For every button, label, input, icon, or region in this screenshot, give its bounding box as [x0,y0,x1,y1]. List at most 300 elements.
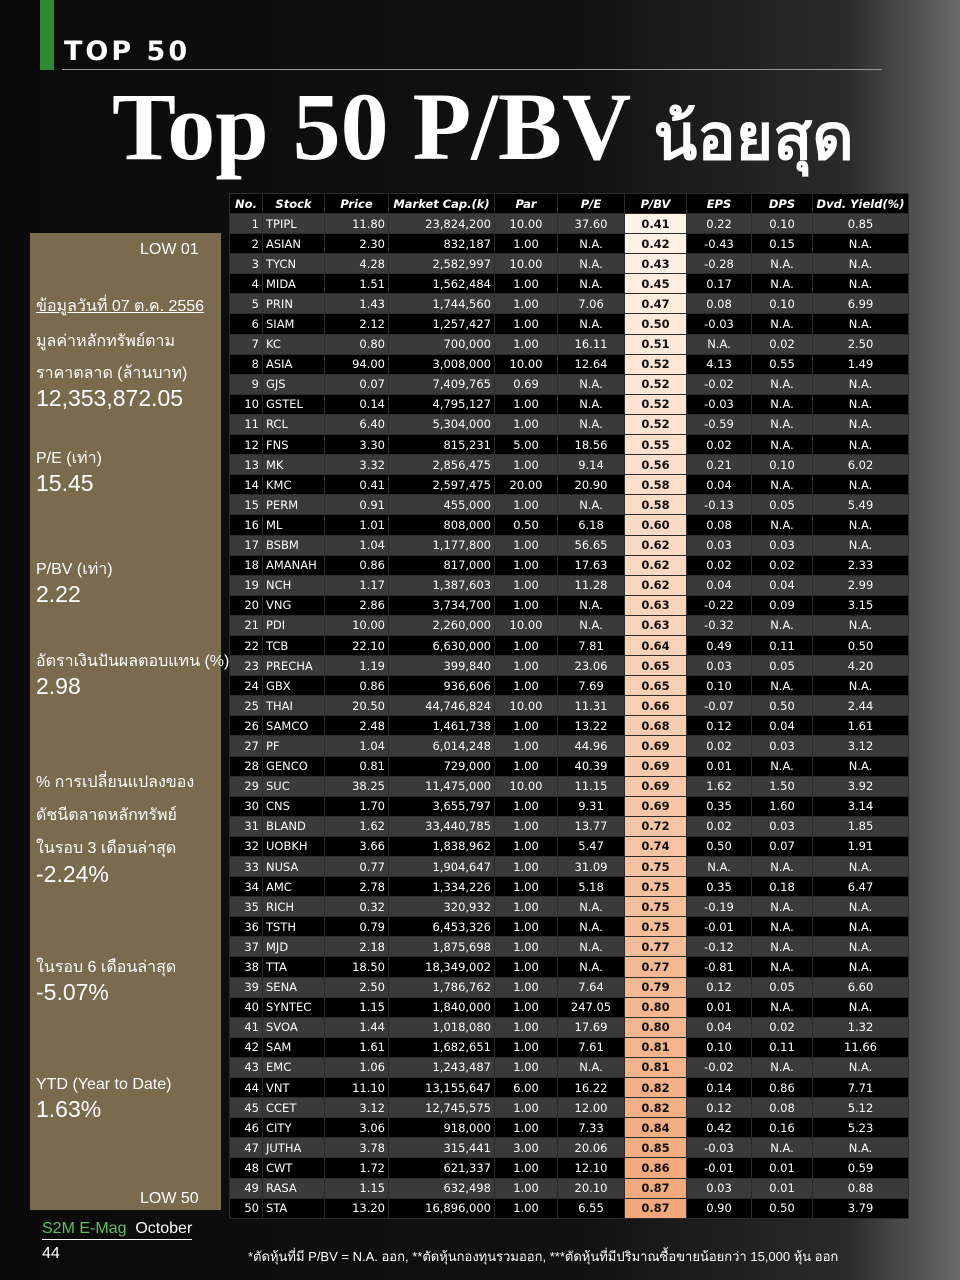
cell-stock: NUSA [263,857,325,877]
cell-stock: VNT [263,1078,325,1098]
cell-par: 1.00 [495,314,558,334]
footnote: *ตัดหุ้นที่มี P/BV = N.A. ออก, **ตัดหุ้นกองทุนรวมออก, ***ตัดหุ้นที่มีปริมาณซื้อขายน้อยกว่า 15,000 หุ้น ออก [248,1249,839,1264]
cell-no: 38 [230,957,263,977]
cell-eps: 0.35 [687,796,752,816]
cell-market-cap: 16,896,000 [389,1198,495,1218]
market-cap-value: 12,353,872.05 [36,385,184,411]
cell-price: 0.79 [325,917,389,937]
cell-pbv: 0.64 [625,635,687,655]
cell-dps: N.A. [752,756,813,776]
cell-price: 1.62 [325,816,389,836]
cell-par: 1.00 [495,897,558,917]
cell-stock: MJD [263,937,325,957]
cell-price: 3.06 [325,1118,389,1138]
cell-par: 1.00 [495,455,558,475]
pbv-value: 2.22 [36,581,81,607]
cell-price: 0.07 [325,374,389,394]
table-row [230,796,909,816]
cell-eps: 0.02 [687,736,752,756]
table-row [230,997,909,1017]
cell-pbv: 0.58 [625,495,687,515]
cell-market-cap: 6,014,248 [389,736,495,756]
cell-price: 38.25 [325,776,389,796]
cell-no: 19 [230,575,263,595]
cell-pe: 5.18 [558,877,625,897]
market-summary-panel [30,233,230,1210]
cell-stock: SYNTEC [263,997,325,1017]
page-title [112,72,854,193]
col-header-dividend-yield: Dvd. Yield(%) [813,194,909,214]
cell-price: 0.81 [325,756,389,776]
cell-par: 1.00 [495,877,558,897]
cell-dividend-yield: 1.85 [813,816,909,836]
cell-stock: TPIPL [263,214,325,234]
table-row [230,977,909,997]
cell-par: 1.00 [495,575,558,595]
cell-dps: N.A. [752,1057,813,1077]
date-label: ข้อมูลวันที่ 07 ต.ค. 2556 [36,298,205,315]
cell-dividend-yield: 2.50 [813,334,909,354]
cell-pbv: 0.72 [625,816,687,836]
ytd-label: YTD (Year to Date) [36,1076,172,1093]
cell-eps: -0.81 [687,957,752,977]
cell-no: 1 [230,214,263,234]
table-body [230,214,909,1219]
cell-price: 1.72 [325,1158,389,1178]
cell-eps: -0.01 [687,1158,752,1178]
cell-price: 1.44 [325,1017,389,1037]
cell-stock: FNS [263,435,325,455]
cell-market-cap: 7,409,765 [389,374,495,394]
cell-dividend-yield: 7.71 [813,1078,909,1098]
cell-price: 4.28 [325,254,389,274]
cell-price: 3.66 [325,836,389,856]
change-6m-label: ในรอบ 6 เดือนล่าสุด [36,959,177,976]
cell-par: 20.00 [495,475,558,495]
cell-pbv: 0.65 [625,676,687,696]
cell-price: 2.30 [325,234,389,254]
cell-pe: N.A. [558,957,625,977]
cell-par: 10.00 [495,214,558,234]
cell-pe: 56.65 [558,535,625,555]
cell-eps: 0.21 [687,455,752,475]
cell-par: 6.00 [495,1078,558,1098]
cell-no: 27 [230,736,263,756]
cell-eps: -0.02 [687,1057,752,1077]
cell-dividend-yield: N.A. [813,857,909,877]
cell-par: 10.00 [495,776,558,796]
cell-price: 10.00 [325,615,389,635]
cell-no: 4 [230,274,263,294]
cell-no: 47 [230,1138,263,1158]
cell-stock: BLAND [263,816,325,836]
cell-no: 15 [230,495,263,515]
col-header-par: Par [495,194,558,214]
table-row [230,254,909,274]
cell-pbv: 0.80 [625,997,687,1017]
cell-stock: SAM [263,1037,325,1057]
cell-dividend-yield: 6.99 [813,294,909,314]
cell-stock: JUTHA [263,1138,325,1158]
cell-eps: -0.22 [687,595,752,615]
cell-dps: 0.04 [752,575,813,595]
cell-dps: 0.11 [752,1037,813,1057]
cell-pe: N.A. [558,314,625,334]
cell-par: 1.00 [495,1057,558,1077]
cell-market-cap: 1,838,962 [389,836,495,856]
cell-pe: 6.55 [558,1198,625,1218]
cell-pbv: 0.81 [625,1037,687,1057]
cell-pbv: 0.77 [625,957,687,977]
cell-price: 11.10 [325,1078,389,1098]
cell-dividend-yield: N.A. [813,1057,909,1077]
cell-eps: 0.90 [687,1198,752,1218]
cell-stock: ASIAN [263,234,325,254]
cell-stock: PF [263,736,325,756]
cell-dps: 0.16 [752,1118,813,1138]
cell-pe: 11.31 [558,696,625,716]
cell-market-cap: 1,334,226 [389,877,495,897]
cell-pbv: 0.56 [625,455,687,475]
cell-market-cap: 1,875,698 [389,937,495,957]
cell-pe: N.A. [558,1057,625,1077]
cell-pe: N.A. [558,917,625,937]
cell-market-cap: 1,562,484 [389,274,495,294]
table-row [230,294,909,314]
cell-price: 2.12 [325,314,389,334]
cell-market-cap: 320,932 [389,897,495,917]
cell-dps: 0.08 [752,1098,813,1118]
cell-pe: 9.14 [558,455,625,475]
cell-pbv: 0.45 [625,274,687,294]
cell-par: 1.00 [495,595,558,615]
cell-eps: 0.17 [687,274,752,294]
cell-pe: N.A. [558,615,625,635]
cell-pe: N.A. [558,394,625,414]
cell-dps: N.A. [752,274,813,294]
cell-dps: 0.86 [752,1078,813,1098]
cell-price: 1.01 [325,515,389,535]
cell-dividend-yield: 3.14 [813,796,909,816]
cell-dividend-yield: N.A. [813,515,909,535]
cell-eps: 0.12 [687,977,752,997]
cell-dividend-yield: 3.12 [813,736,909,756]
cell-market-cap: 1,744,560 [389,294,495,314]
cell-pbv: 0.75 [625,917,687,937]
cell-eps: 0.10 [687,1037,752,1057]
cell-eps: 0.03 [687,535,752,555]
cell-pe: 20.06 [558,1138,625,1158]
change-3m-value: -2.24% [36,861,109,887]
cell-stock: PRECHA [263,656,325,676]
cell-pbv: 0.63 [625,615,687,635]
cell-pbv: 0.63 [625,595,687,615]
cell-dividend-yield: 5.49 [813,495,909,515]
cell-pe: 13.77 [558,816,625,836]
cell-stock: STA [263,1198,325,1218]
cell-dps: 0.11 [752,635,813,655]
index-change-label-2: ดัชนีตลาดหลักทรัพย์ [36,807,177,824]
cell-no: 12 [230,435,263,455]
cell-par: 10.00 [495,696,558,716]
cell-dividend-yield: N.A. [813,937,909,957]
cell-stock: AMANAH [263,555,325,575]
cell-price: 1.51 [325,274,389,294]
cell-market-cap: 3,655,797 [389,796,495,816]
change-3m-label: ในรอบ 3 เดือนล่าสุด [36,840,177,857]
cell-stock: CWT [263,1158,325,1178]
cell-pe: 12.10 [558,1158,625,1178]
cell-eps: -0.02 [687,374,752,394]
col-header-eps: EPS [687,194,752,214]
cell-dps: 0.03 [752,736,813,756]
table-row [230,595,909,615]
dividend-yield-value: 2.98 [36,673,81,699]
cell-pe: 18.56 [558,435,625,455]
cell-dps: 0.03 [752,535,813,555]
cell-dividend-yield: N.A. [813,897,909,917]
cell-pe: 7.06 [558,294,625,314]
table-row [230,756,909,776]
cell-par: 0.50 [495,515,558,535]
table-row [230,957,909,977]
cell-pe: 17.63 [558,555,625,575]
cell-eps: 0.08 [687,515,752,535]
cell-market-cap: 1,904,647 [389,857,495,877]
cell-price: 0.91 [325,495,389,515]
cell-no: 33 [230,857,263,877]
cell-dps: N.A. [752,374,813,394]
table-row [230,394,909,414]
cell-pe: 11.15 [558,776,625,796]
cell-pe: 7.64 [558,977,625,997]
cell-pbv: 0.75 [625,877,687,897]
cell-market-cap: 1,243,487 [389,1057,495,1077]
cell-dps: N.A. [752,937,813,957]
cell-market-cap: 455,000 [389,495,495,515]
market-cap-label-2: ราคาตลาด (ล้านบาท) [36,365,188,382]
cell-dividend-yield: 3.15 [813,595,909,615]
cell-market-cap: 3,734,700 [389,595,495,615]
cell-dividend-yield: N.A. [813,997,909,1017]
cell-no: 37 [230,937,263,957]
cell-dividend-yield: N.A. [813,957,909,977]
cell-par: 1.00 [495,736,558,756]
cell-par: 1.00 [495,274,558,294]
cell-par: 1.00 [495,1017,558,1037]
cell-par: 1.00 [495,1118,558,1138]
cell-price: 0.32 [325,897,389,917]
cell-no: 35 [230,897,263,917]
cell-market-cap: 1,840,000 [389,997,495,1017]
cell-par: 1.00 [495,836,558,856]
cell-dps: 0.18 [752,877,813,897]
cell-no: 21 [230,615,263,635]
cell-pbv: 0.62 [625,535,687,555]
cell-eps: -0.12 [687,937,752,957]
cell-pe: N.A. [558,897,625,917]
cell-no: 28 [230,756,263,776]
table-row [230,1158,909,1178]
cell-dividend-yield: N.A. [813,274,909,294]
cell-market-cap: 632,498 [389,1178,495,1198]
cell-dps: 1.50 [752,776,813,796]
cell-pe: 7.61 [558,1037,625,1057]
cell-pbv: 0.81 [625,1057,687,1077]
accent-bar [40,0,54,70]
cell-dps: N.A. [752,475,813,495]
cell-par: 1.00 [495,656,558,676]
cell-pbv: 0.47 [625,294,687,314]
cell-stock: ASIA [263,354,325,374]
cell-pe: N.A. [558,374,625,394]
cell-eps: 0.04 [687,1017,752,1037]
cell-eps: 0.08 [687,294,752,314]
cell-dps: N.A. [752,435,813,455]
cell-market-cap: 1,387,603 [389,575,495,595]
cell-no: 22 [230,635,263,655]
cell-no: 9 [230,374,263,394]
pbv-label: P/BV (เท่า) [36,561,113,578]
cell-dps: 0.55 [752,354,813,374]
cell-eps: 0.04 [687,475,752,495]
table-row [230,776,909,796]
cell-market-cap: 1,177,800 [389,535,495,555]
cell-stock: GENCO [263,756,325,776]
cell-par: 1.00 [495,1037,558,1057]
table-row [230,836,909,856]
cell-pbv: 0.66 [625,696,687,716]
cell-pbv: 0.87 [625,1198,687,1218]
cell-par: 3.00 [495,1138,558,1158]
cell-eps: -0.43 [687,234,752,254]
cell-dividend-yield: 5.12 [813,1098,909,1118]
cell-dps: N.A. [752,1138,813,1158]
cell-pe: N.A. [558,495,625,515]
cell-no: 42 [230,1037,263,1057]
cell-eps: 0.14 [687,1078,752,1098]
cell-stock: PERM [263,495,325,515]
cell-par: 1.00 [495,1158,558,1178]
cell-eps: -0.59 [687,414,752,434]
cell-pbv: 0.69 [625,796,687,816]
cell-pbv: 0.52 [625,354,687,374]
cell-price: 1.70 [325,796,389,816]
cell-pbv: 0.74 [625,836,687,856]
cell-no: 11 [230,414,263,434]
cell-pe: 23.06 [558,656,625,676]
cell-pe: 16.22 [558,1078,625,1098]
cell-eps: 1.62 [687,776,752,796]
cell-dividend-yield: N.A. [813,314,909,334]
cell-par: 1.00 [495,977,558,997]
cell-pe: 16.11 [558,334,625,354]
table-row [230,354,909,374]
cell-pe: N.A. [558,595,625,615]
cell-dividend-yield: N.A. [813,414,909,434]
pe-value: 15.45 [36,470,94,496]
cell-stock: TCB [263,635,325,655]
cell-dividend-yield: 1.49 [813,354,909,374]
cell-stock: CCET [263,1098,325,1118]
cell-price: 1.15 [325,997,389,1017]
cell-dividend-yield: 1.91 [813,836,909,856]
cell-market-cap: 729,000 [389,756,495,776]
cell-par: 1.00 [495,756,558,776]
cell-dividend-yield: 2.44 [813,696,909,716]
cell-dividend-yield: 6.60 [813,977,909,997]
cell-market-cap: 817,000 [389,555,495,575]
cell-dps: 0.15 [752,234,813,254]
cell-par: 1.00 [495,1198,558,1218]
table-row [230,857,909,877]
cell-eps: 0.02 [687,435,752,455]
magazine-credit [42,1220,192,1240]
cell-price: 22.10 [325,635,389,655]
cell-eps: -0.03 [687,314,752,334]
table-row [230,414,909,434]
cell-stock: TTA [263,957,325,977]
cell-pbv: 0.52 [625,414,687,434]
table-row [230,1078,909,1098]
cell-market-cap: 2,260,000 [389,615,495,635]
cell-pbv: 0.75 [625,897,687,917]
cell-par: 10.00 [495,254,558,274]
cell-stock: SIAM [263,314,325,334]
cell-pbv: 0.42 [625,234,687,254]
cell-stock: TSTH [263,917,325,937]
cell-no: 17 [230,535,263,555]
table-row [230,1118,909,1138]
cell-no: 3 [230,254,263,274]
cell-par: 1.00 [495,1178,558,1198]
cell-dividend-yield: 0.59 [813,1158,909,1178]
cell-no: 23 [230,656,263,676]
cell-eps: -0.13 [687,495,752,515]
cell-market-cap: 936,606 [389,676,495,696]
cell-stock: PDI [263,615,325,635]
cell-pbv: 0.85 [625,1138,687,1158]
cell-par: 1.00 [495,294,558,314]
cell-par: 1.00 [495,937,558,957]
cell-market-cap: 4,795,127 [389,394,495,414]
cell-pe: 20.90 [558,475,625,495]
cell-pbv: 0.69 [625,736,687,756]
cell-dps: 0.04 [752,716,813,736]
cell-no: 34 [230,877,263,897]
cell-dps: 0.03 [752,816,813,836]
cell-pbv: 0.62 [625,575,687,595]
cell-stock: ML [263,515,325,535]
cell-dps: N.A. [752,515,813,535]
cell-price: 1.06 [325,1057,389,1077]
cell-dps: 0.01 [752,1158,813,1178]
cell-pbv: 0.58 [625,475,687,495]
cell-price: 20.50 [325,696,389,716]
cell-dividend-yield: 2.99 [813,575,909,595]
cell-market-cap: 700,000 [389,334,495,354]
cell-eps: 0.12 [687,1098,752,1118]
pe-label: P/E (เท่า) [36,450,102,467]
cell-dps: N.A. [752,997,813,1017]
cell-price: 1.15 [325,1178,389,1198]
table-row [230,1198,909,1218]
table-row [230,816,909,836]
cell-pbv: 0.41 [625,214,687,234]
cell-dps: 0.10 [752,214,813,234]
cell-price: 2.18 [325,937,389,957]
cell-market-cap: 5,304,000 [389,414,495,434]
